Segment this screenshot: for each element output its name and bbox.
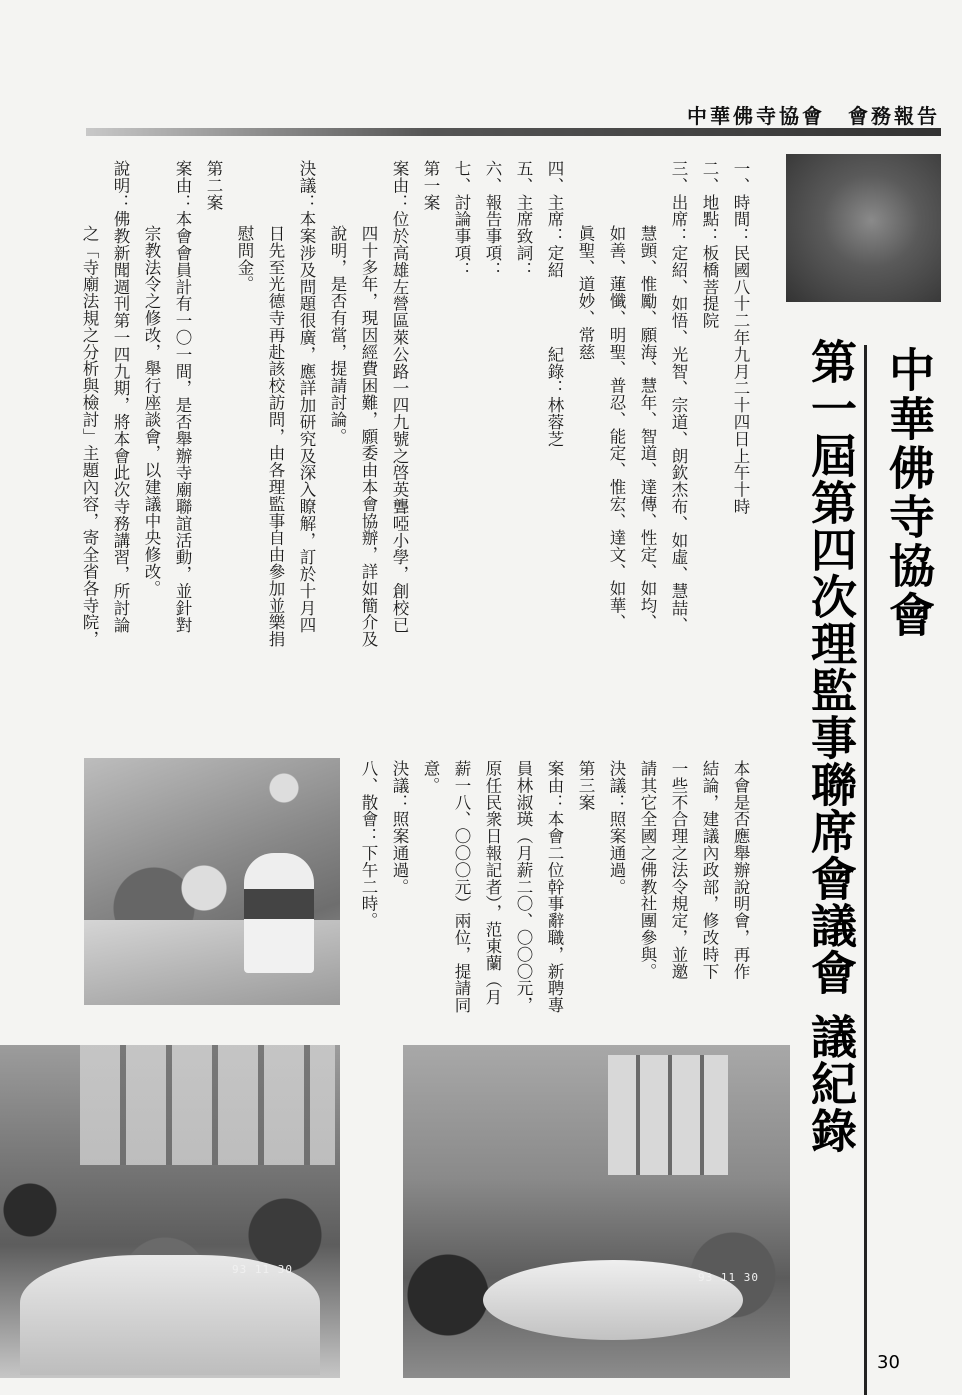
text-column: [632, 225, 662, 631]
text-column: [415, 160, 445, 211]
text-column: [105, 160, 135, 633]
section-header: 中華佛寺協會 會務報告: [687, 104, 940, 128]
text-column: [663, 160, 693, 633]
text-column: [694, 760, 724, 980]
text-column: [477, 160, 507, 278]
text-line: 四十多年，現因經費困難，願委由本會協辦，詳如簡介及: [359, 225, 378, 648]
text-line: 慰問金。: [235, 225, 254, 293]
text-line: 案由：本會會員計有一〇一間，是否舉辦寺廟聯誼活動，並針對: [173, 160, 192, 634]
text-column: [353, 225, 383, 648]
text-line: 第一案: [421, 160, 440, 211]
text-column: [570, 760, 600, 811]
org-title: 中華佛寺協會: [882, 346, 936, 640]
text-line: 員林淑瑛（月薪二〇、〇〇〇元，: [514, 760, 533, 1014]
text-column: [415, 760, 445, 794]
header-rule: [86, 128, 941, 136]
text-line: 本會是否應舉辦說明會，再作: [731, 760, 750, 980]
meeting-title: 第一屆第四次理監事聯席會議會 議紀錄: [804, 338, 858, 1155]
text-column: [601, 760, 631, 895]
text-column: [539, 760, 569, 1014]
text-line: 如善、蓮懺、明聖、普忍、能定、惟宏、達文、如華、: [607, 225, 626, 631]
text-line: 眞聖、道妙、常慈: [576, 225, 595, 361]
text-line: 日先至光德寺再赴該校訪問，由各理監事自由參加並樂捐: [266, 225, 285, 648]
photo-window: [608, 1055, 728, 1175]
text-column: [291, 160, 321, 633]
text-column: [477, 760, 507, 1005]
text-column: [601, 225, 631, 631]
text-line: 四、主席：定紹 紀錄：林蓉芝: [545, 160, 564, 448]
text-line: 原任民衆日報記者），范東蘭（月: [483, 760, 502, 1006]
text-line: 慧顗、惟勵、願海、慧年、智道、達傳、性定、如均、: [638, 225, 657, 631]
photo-student: [244, 853, 314, 973]
text-column: [260, 225, 290, 648]
text-line: 決議：照案通過。: [607, 760, 626, 896]
text-line: 結論，建議內政部，修改時下: [700, 760, 719, 980]
school-visit-photo: [84, 758, 340, 1005]
text-line: 一些不合理之法令規定，並邀: [669, 760, 688, 980]
text-column: [508, 160, 538, 278]
text-line: 意。: [421, 760, 440, 794]
text-line: 說明，是否有當，提請討論。: [328, 225, 347, 445]
text-column: [663, 760, 693, 980]
text-line: 之「寺廟法規之分析與檢討」主題內容，寄全省各寺院，: [80, 225, 99, 648]
text-column: [384, 760, 414, 895]
meeting-photo-left: [0, 1045, 340, 1378]
text-column: [198, 160, 228, 211]
date-stamp: 93 11 30: [232, 1263, 293, 1276]
text-line: 案由：位於高雄左營區萊公路一四九號之啓英聾啞小學，創校已: [390, 160, 409, 634]
text-column: [508, 760, 538, 1014]
text-line: 五、主席致詞：: [514, 160, 533, 279]
text-column: [446, 160, 476, 278]
text-column: [570, 225, 600, 360]
page-number: 30: [877, 1352, 900, 1373]
text-line: 三、出席：定紹、如悟、光智、宗道、朗欽杰布、如虛、慧喆、: [669, 160, 688, 634]
text-column: [725, 160, 755, 515]
text-column: [725, 760, 755, 980]
text-line: 六、報告事項：: [483, 160, 502, 279]
text-line: 宗教法令之修改，舉行座談會，以建議中央修改。: [142, 225, 161, 597]
text-column: [74, 225, 104, 648]
text-line: 第三案: [576, 760, 595, 811]
text-line: 決議：照案通過。: [390, 760, 409, 896]
text-column: [446, 760, 476, 1014]
title-divider: [864, 345, 867, 1395]
text-line: 七、討論事項：: [452, 160, 471, 279]
meeting-photo-right: [403, 1045, 790, 1378]
text-line: 決議：本案涉及問題很廣，應詳加研究及深入瞭解，訂於十月四: [297, 160, 316, 634]
text-column: [694, 160, 724, 329]
text-column: [539, 160, 569, 447]
text-line: 薪一八、〇〇〇元）兩位，提請同: [452, 760, 471, 1014]
text-column: [136, 225, 166, 597]
date-stamp: 93 11 30: [698, 1271, 759, 1284]
text-line: 說明：佛教新聞週刊第一四九期，將本會此次寺務講習，所討論: [111, 160, 130, 634]
text-line: 案由：本會二位幹事辭職，新聘專: [545, 760, 564, 1014]
text-column: [167, 160, 197, 633]
text-column: [632, 760, 662, 980]
text-line: 二、地點：板橋菩提院: [700, 160, 719, 329]
text-column: [229, 225, 259, 293]
text-line: 八、散會：下午二時。: [359, 760, 378, 929]
photo-window: [80, 1045, 335, 1165]
text-column: [384, 160, 414, 633]
text-line: 請其它全國之佛教社團參與。: [638, 760, 657, 980]
text-line: 第二案: [204, 160, 223, 211]
text-column: [322, 225, 352, 445]
portrait-photo: [786, 154, 941, 302]
text-line: 一、時間：民國八十二年九月二十四日上午十時: [731, 160, 750, 515]
text-column: [353, 760, 383, 929]
